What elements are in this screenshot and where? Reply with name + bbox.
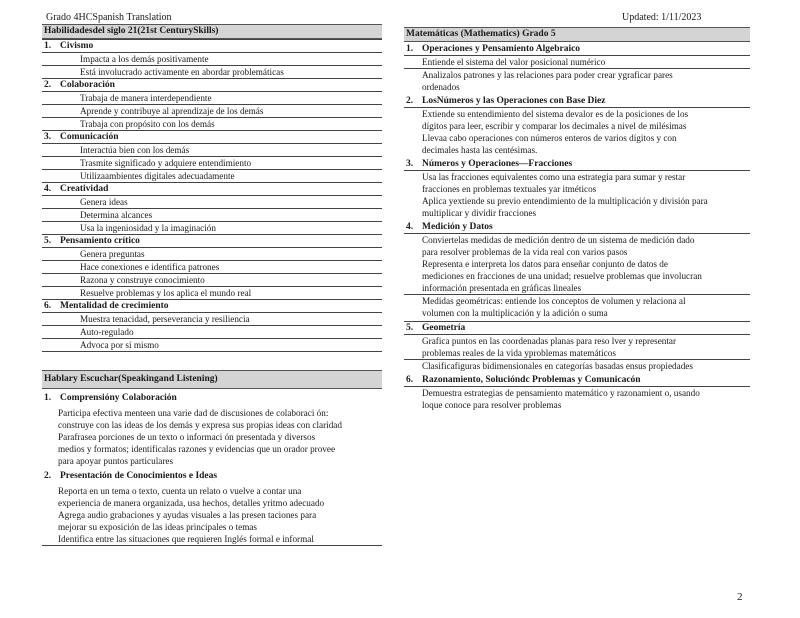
math-section-number: 2. (406, 96, 414, 106)
math-standard-line: para resolver problemas de la vida real con varios pasos (422, 247, 628, 257)
skills-title: Habilidadesdel siglo 21(21st CenturySkills) (42, 24, 382, 39)
listening-line: Participa efectiva menteen una varie dad de discusiones de colaboraci ón: (58, 408, 329, 418)
skill-item (42, 156, 382, 169)
skill-category-number: 3. (44, 132, 52, 142)
skill-item-text: Determina alcances (80, 210, 153, 220)
listening-line: Parafrasea porciones de un texto o informaci ón presentada y diversos (58, 432, 316, 442)
math-section-name: Medición y Datos (422, 222, 493, 232)
math-section-name: Geometría (422, 323, 466, 333)
header-right: Updated: 1/11/2023 (622, 12, 702, 23)
listening-line: para apoyar puntos particulares (58, 456, 174, 466)
listening-section-heading (42, 470, 382, 482)
math-section-number: 1. (406, 44, 414, 54)
header-left: Grado 4HCSpanish Translation (46, 12, 172, 23)
listening-section-number: 1. (44, 393, 52, 403)
math-standard-group (404, 170, 750, 219)
math-standard-line: Extiende su entendimiento del sistema devalor es de la posiciones de los (422, 109, 689, 119)
skill-category (42, 39, 382, 52)
math-section-heading (404, 374, 750, 386)
math-standard-line: ordenados (422, 82, 460, 92)
skill-item-text: Muestra tenacidad, perseverancia y resiliencia (80, 314, 250, 324)
listening-line: construye con las ideas de los demás y expresa sus propias ideas con claridad (58, 420, 342, 430)
math-standard-line: problemas reales de la vida yproblemas matemáticos (422, 348, 616, 358)
math-standard-group (404, 233, 750, 294)
math-standard-group (404, 334, 750, 359)
skill-item-text: Trasmite significado y adquiere entendimiento (80, 158, 252, 168)
skill-item-text: Trabaja de manera interdependiente (80, 93, 212, 103)
skill-item (42, 104, 382, 117)
listening-panel (42, 370, 382, 546)
skill-item (42, 117, 382, 130)
skill-item-text: Trabaja con propósito con los demás (80, 119, 215, 129)
skill-item-text: Genera preguntas (80, 249, 145, 259)
skill-category (42, 182, 382, 195)
skill-item-text: Utilizaambientes digitales adecuadamente (80, 171, 235, 181)
math-standard-group (404, 386, 750, 411)
listening-line: experiencia de manera organizada, usa hechos, detalles yritmo adecuado (58, 498, 325, 508)
math-section-heading (404, 321, 750, 334)
listening-list (42, 392, 382, 546)
skill-item-text: Hace conexiones e identifica patrones (80, 262, 220, 272)
math-standard-group (404, 359, 750, 372)
skill-item (42, 143, 382, 156)
listening-section-name: Comprensióny Colaboración (60, 393, 177, 403)
skill-item (42, 221, 382, 234)
math-section-name: Razonamiento, Solucióndc Problemas y Comunicacón (422, 375, 641, 385)
math-standard-line: Clasificafiguras bidimensionales en categorías basadas ensus propiedades (422, 361, 693, 371)
listening-section-body (42, 407, 382, 467)
math-standard-line: Llevaa cabo operaciones con números enteros de varios dígitos y con (422, 133, 677, 143)
skill-category-number: 6. (44, 301, 52, 311)
page-number: 2 (737, 591, 743, 603)
math-standard-line: volumen con la multiplicación y la adición o suma (422, 308, 608, 318)
skill-item (42, 312, 382, 325)
skills-list (42, 39, 382, 351)
skill-item (42, 273, 382, 286)
skill-category (42, 130, 382, 143)
math-section-name: LosNúmeros y las Operaciones con Base Diez (422, 96, 606, 106)
math-standard-group (404, 68, 750, 93)
skill-item (42, 65, 382, 78)
math-standard-line: Usa las fracciones equivalentes como una estrategia para sumar y restar (422, 172, 686, 182)
math-section-number: 3. (406, 159, 414, 169)
skill-item-text: Usa la ingeniosidad y la imaginación (80, 223, 216, 233)
skill-category-name: Civismo (60, 41, 94, 51)
math-panel (404, 27, 750, 411)
math-standard-line: Entiende el sistema del valor posicional numérico (422, 57, 606, 67)
math-standard-group (404, 107, 750, 156)
skill-category-name: Colaboración (60, 80, 115, 90)
math-standard-line: decimales hasta las centésimas. (422, 145, 538, 155)
skill-item-text: Impacta a los demás positivamente (80, 54, 209, 64)
skill-item-text: Genera ideas (80, 197, 128, 207)
math-section-number: 4. (406, 222, 414, 232)
math-standard-line: Demuestra estrategias de pensamiento matemático y razonamient o, usando (422, 388, 700, 398)
listening-title: Hablary Escuchar(Speakingand Listening) (42, 370, 382, 389)
math-standard-line: Aplica yextiende su previo entendimiento de la multiplicación y división para (422, 196, 708, 206)
listening-section-heading (42, 392, 382, 404)
math-standard-line: Representa e interpreta los datos para enseñar conjunto de datos de (422, 259, 668, 269)
math-standard-group (404, 55, 750, 68)
math-standard-line: Analizalos patrones y las relaciones para poder crear ygraficar pares (422, 70, 673, 80)
skill-item-text: Auto-regulado (80, 327, 134, 337)
skill-category (42, 299, 382, 312)
math-title: Matemáticas (Mathematics) Grado 5 (404, 27, 750, 42)
skill-item (42, 286, 382, 299)
skill-category-name: Mentalidad de crecimiento (60, 301, 169, 311)
math-standard-line: dígitos para leer, escribir y comparar los decimales a nivel de milésimas (422, 121, 687, 131)
skill-category-number: 1. (44, 41, 52, 51)
math-standard-line: información presentada en gráficas lineales (422, 283, 582, 293)
skill-category (42, 234, 382, 247)
skills-panel (42, 24, 382, 352)
math-standard-line: multiplicar y dividir fracciones (422, 208, 537, 218)
math-standard-line: Medidas geométricas: entiende los conceptos de volumen y relaciona al (422, 296, 686, 306)
math-section-name: Números y Operaciones—Fracciones (422, 159, 573, 169)
math-standard-group (404, 294, 750, 319)
listening-line: Agrega audio grabaciones y ayudas visuales a las presen taciones para (58, 510, 317, 520)
listening-section-number: 2. (44, 471, 52, 481)
skill-item-text: Razona y construye conocimiento (80, 275, 205, 285)
math-section-number: 6. (406, 375, 414, 385)
skill-category-number: 4. (44, 184, 52, 194)
skill-category-name: Creatividad (60, 184, 109, 194)
skill-item (42, 195, 382, 208)
math-standard-line: Conviertelas medidas de medición dentro de un sistema de medición dado (422, 235, 695, 245)
skill-item (42, 260, 382, 273)
skill-item (42, 325, 382, 338)
listening-line: medios y formatos; identificalas razones y evidencias que un orador provee (58, 444, 336, 454)
skill-category (42, 78, 382, 91)
skill-item-text: Está involucrado activamente en abordar problemáticas (80, 67, 284, 77)
listening-section-name: Presentación de Conocimientos e Ideas (60, 471, 218, 481)
listening-line: Identifica entre las situaciones que requieren Inglés formal e informal (42, 533, 382, 546)
skill-item (42, 91, 382, 104)
math-section-name: Operaciones y Pensamiento Algebraico (422, 44, 581, 54)
math-list (404, 43, 750, 411)
skill-item-text: Interactúa bien con los demás (80, 145, 190, 155)
listening-line: mejorar su exposición de las ideas principales o temas (58, 522, 258, 532)
skill-item (42, 338, 382, 351)
math-section-heading (404, 158, 750, 170)
skill-item (42, 247, 382, 260)
skill-item (42, 52, 382, 65)
skill-category-number: 5. (44, 236, 52, 246)
listening-line: Reporta en un tema o texto, cuenta un relato o vuelve a contar una (58, 486, 302, 496)
skill-category-name: Comunicación (60, 132, 119, 142)
skill-category-name: Pensamiento crítico (60, 236, 140, 246)
math-standard-line: fracciones en problemas textuales yar itméticos (422, 184, 597, 194)
skill-item (42, 169, 382, 182)
math-standard-line: mediciones en fracciones de una unidad; resuelve problemas que involucran (422, 271, 702, 281)
skill-item (42, 208, 382, 221)
math-section-number: 5. (406, 323, 414, 333)
skill-item-text: Aprende y contribuye al aprendizaje de los demás (80, 106, 264, 116)
math-section-heading (404, 95, 750, 107)
math-section-heading (404, 221, 750, 233)
listening-section-body (42, 485, 382, 546)
math-section-heading (404, 43, 750, 55)
skills-bottom-rule (42, 351, 382, 352)
skill-category-number: 2. (44, 80, 52, 90)
math-standard-line: loque conoce para resolver problemas (422, 400, 562, 410)
skill-item-text: Advoca por sí mismo (80, 340, 159, 350)
skill-item-text: Resuelve problemas y los aplica el mundo real (80, 288, 252, 298)
math-standard-line: Grafica puntos en las coordenadas planas para reso lver y representar (422, 336, 677, 346)
